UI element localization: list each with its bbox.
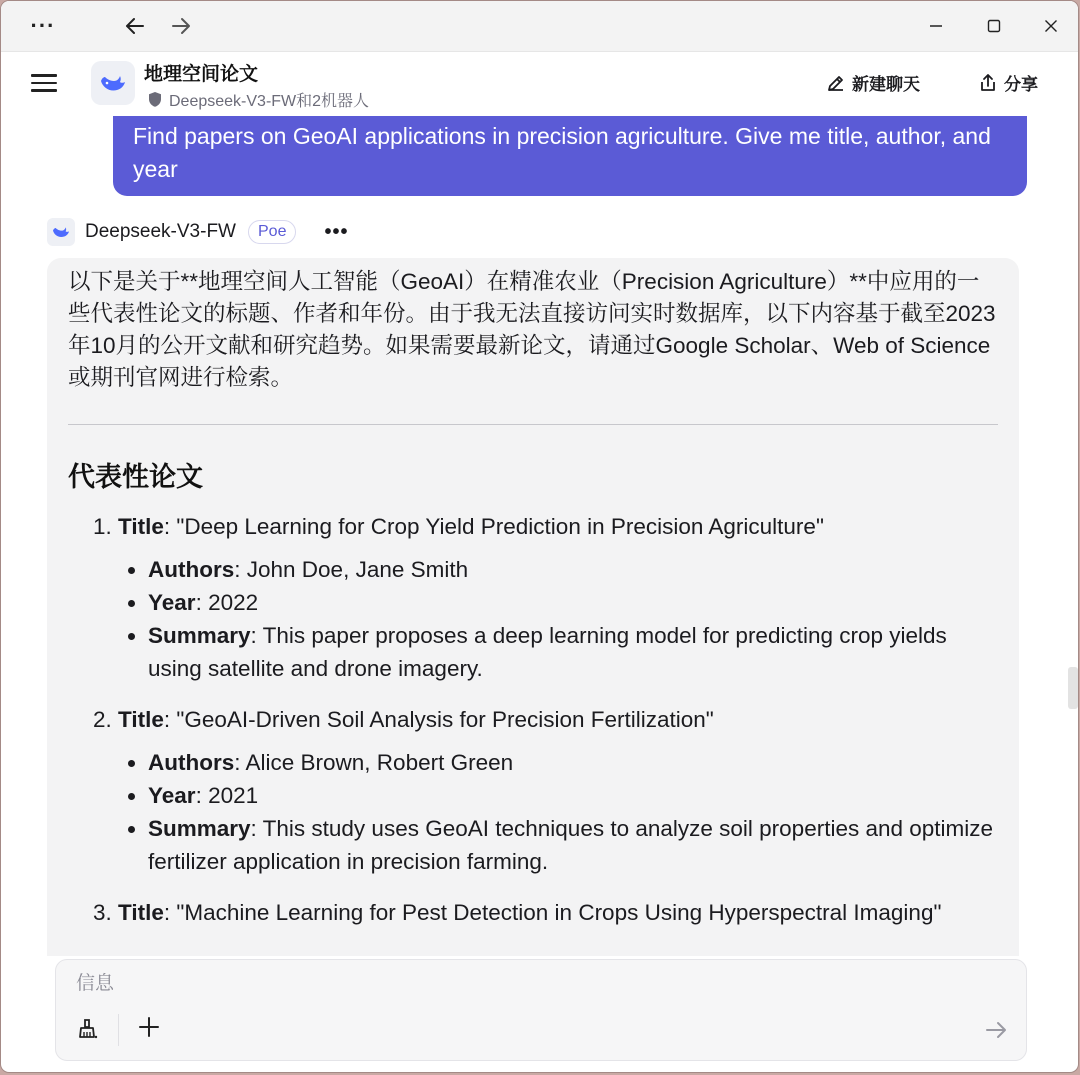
- conversation[interactable]: [1, 116, 1078, 956]
- paper-title: : "Machine Learning for Pest Detection in Crops Using Hyperspectral Imaging": [163, 900, 942, 925]
- forward-button[interactable]: [161, 1, 201, 51]
- divider: [68, 424, 998, 425]
- title-label: Title: [118, 900, 164, 925]
- summary-value: : This study uses GeoAI techniques to analyze soil properties and optimize fertilizer application in precision farming.: [148, 816, 994, 874]
- paper-title: : "GeoAI-Driven Soil Analysis for Precision Fertilization": [163, 707, 714, 732]
- authors-label: Authors: [148, 557, 235, 582]
- clear-context-button[interactable]: [76, 1018, 98, 1045]
- poe-badge: Poe: [248, 220, 296, 244]
- intro-text: 以下是关于**地理空间人工智能（GeoAI）在精准农业（Precision Agriculture）**中应用的一些代表性论文的标题、作者和年份。由于我无法直接访问实时数据库，以下内容基于截至2023年10月的公开文献和研究趋势。如果需要最新论文，请通过Google Scholar、Web of Science或期刊官网进行检索。: [68, 269, 996, 390]
- title-label: Title: [118, 707, 164, 732]
- authors-value: : Alice Brown, Robert Green: [234, 750, 514, 775]
- message-composer: [55, 959, 1027, 1061]
- app-window: [1, 1, 1078, 1072]
- share-icon: [978, 73, 998, 93]
- chat-subtitle-text: Deepseek-V3-FW和2机器人: [169, 93, 370, 110]
- send-button[interactable]: [984, 1018, 1008, 1047]
- window-menu-button[interactable]: ···: [30, 13, 56, 38]
- whale-icon: [98, 71, 128, 95]
- paper-details: [118, 746, 998, 878]
- menu-button[interactable]: [31, 70, 57, 96]
- summary-value: : This paper proposes a deep learning model for predicting crop yields using satellite and drone imagery.: [148, 623, 947, 681]
- paper-details: [118, 553, 998, 685]
- section-heading: 代表性论文: [68, 462, 203, 492]
- maximize-icon: [986, 18, 1002, 34]
- authors-value: : John Doe, Jane Smith: [234, 557, 469, 582]
- message-options-button[interactable]: •••: [324, 220, 349, 243]
- paper-year: [148, 586, 998, 619]
- paper-list: [68, 510, 998, 929]
- composer-divider: [118, 1014, 119, 1046]
- new-chat-button[interactable]: [826, 70, 920, 95]
- shield-icon: [147, 91, 163, 108]
- paper-item: [118, 703, 998, 878]
- message-input[interactable]: [74, 972, 958, 996]
- summary-label: Summary: [148, 623, 251, 648]
- bot-name[interactable]: Deepseek-V3-FW: [85, 221, 236, 242]
- edit-icon: [826, 73, 846, 93]
- year-value: : 2021: [195, 783, 259, 808]
- brush-icon: [76, 1018, 98, 1040]
- year-label: Year: [148, 783, 196, 808]
- share-button[interactable]: [978, 70, 1038, 95]
- scrollbar-thumb[interactable]: [1068, 667, 1078, 709]
- paper-authors: [148, 746, 998, 779]
- paper-authors: [148, 553, 998, 586]
- close-button[interactable]: [1026, 1, 1076, 51]
- chat-subtitle[interactable]: [147, 88, 369, 111]
- title-bar: [1, 1, 1078, 52]
- paper-item: [118, 510, 998, 685]
- chat-header: [1, 52, 1078, 116]
- close-icon: [1043, 18, 1059, 34]
- paper-summary: [148, 812, 998, 878]
- hamburger-line: [31, 82, 57, 85]
- whale-icon: [51, 224, 71, 240]
- bot-avatar-small[interactable]: [47, 218, 75, 246]
- hamburger-line: [31, 89, 57, 92]
- new-chat-label: 新建聊天: [852, 75, 920, 94]
- user-message: Find papers on GeoAI applications in precision agriculture. Give me title, author, and year: [113, 116, 1027, 196]
- chat-title: 地理空间论文: [144, 64, 259, 85]
- paper-item: [118, 896, 998, 929]
- hamburger-icon: [31, 74, 57, 77]
- summary-label: Summary: [148, 816, 251, 841]
- send-arrow-icon: [984, 1018, 1008, 1042]
- plus-icon: [138, 1016, 160, 1038]
- authors-label: Authors: [148, 750, 235, 775]
- year-label: Year: [148, 590, 196, 615]
- bot-message: [47, 258, 1019, 956]
- paper-title: : "Deep Learning for Crop Yield Prediction in Precision Agriculture": [163, 514, 824, 539]
- arrow-right-icon: [169, 14, 193, 38]
- attach-button[interactable]: [138, 1016, 160, 1043]
- back-button[interactable]: [115, 1, 155, 51]
- paper-summary: [148, 619, 998, 685]
- bot-avatar[interactable]: [91, 61, 135, 105]
- minimize-button[interactable]: [911, 1, 961, 51]
- maximize-button[interactable]: [969, 1, 1019, 51]
- year-value: : 2022: [195, 590, 259, 615]
- arrow-left-icon: [123, 14, 147, 38]
- paper-year: [148, 779, 998, 812]
- bot-message-header: [47, 218, 348, 246]
- minimize-icon: [928, 18, 944, 34]
- title-label: Title: [118, 514, 164, 539]
- share-label: 分享: [1004, 75, 1038, 94]
